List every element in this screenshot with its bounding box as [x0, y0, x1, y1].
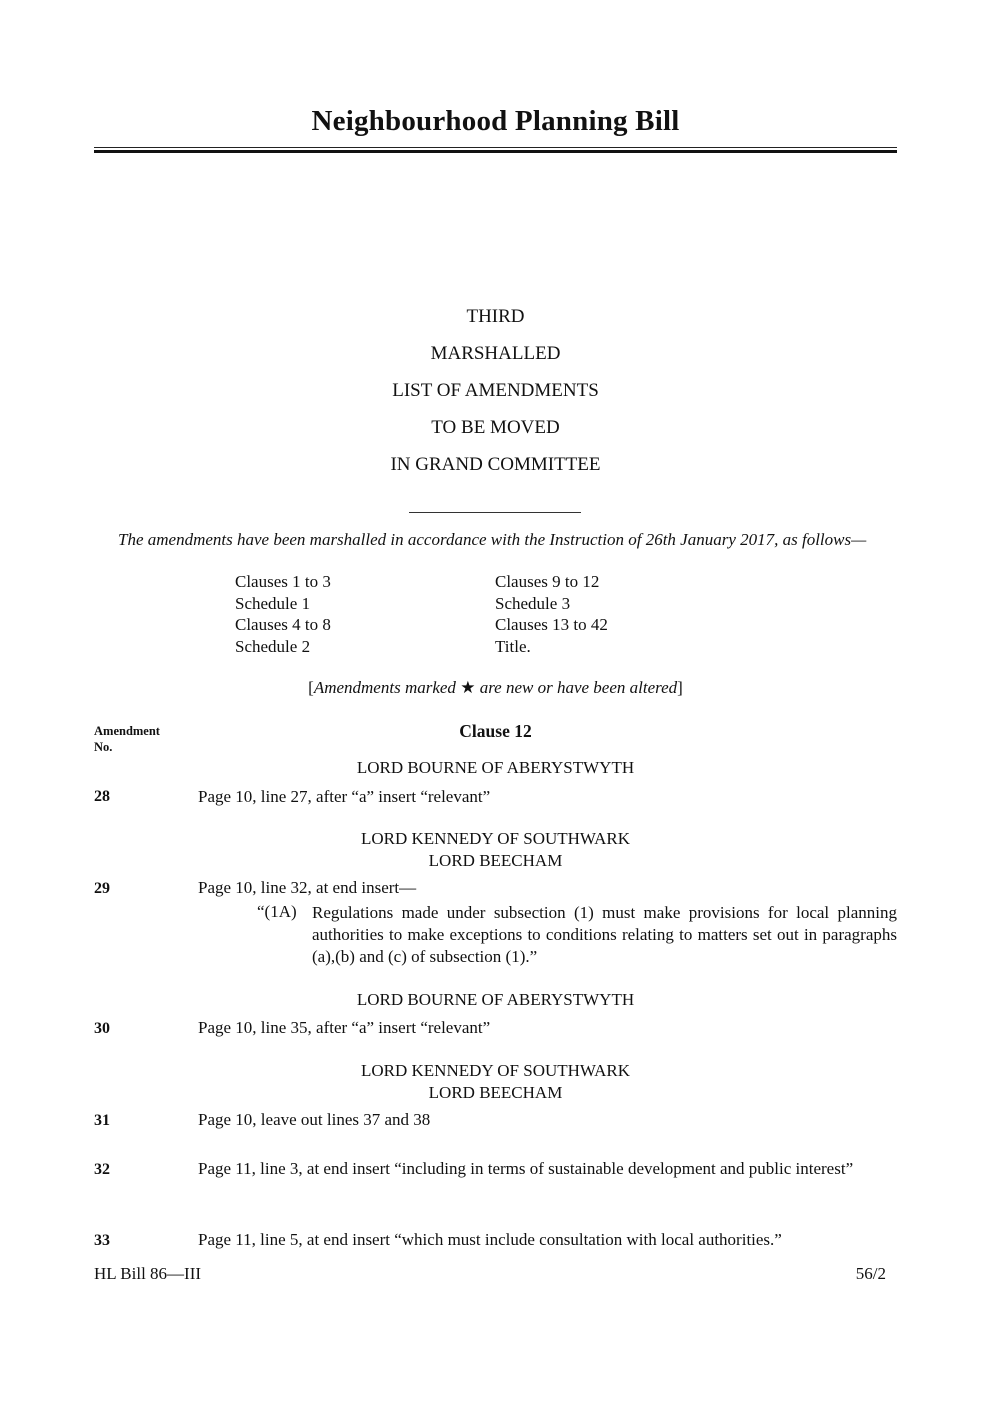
- sponsor-name: LORD BOURNE OF ABERYSTWYTH: [356, 758, 635, 777]
- heading-line: TO BE MOVED: [431, 417, 560, 438]
- order-column-right: [495, 571, 608, 657]
- amendment-number: 31: [94, 1112, 110, 1129]
- order-item: Clauses 1 to 3: [235, 572, 331, 591]
- amendment-text: Page 10, line 35, after “a” insert “relevant”: [198, 1018, 491, 1037]
- sponsor-group: [94, 989, 897, 1011]
- order-item: Schedule 3: [495, 593, 571, 613]
- bill-reference: HL Bill 86—III: [94, 1264, 202, 1283]
- amendment-text: Page 11, line 5, at end insert “which must include consultation with local authorities.”: [198, 1230, 782, 1249]
- sponsor-group: [94, 828, 897, 871]
- marshalling-intro: The amendments have been marshalled in accordance with the Instruction of 26th January 2017, as follows—: [118, 530, 867, 549]
- sponsor-name: LORD KENNEDY OF SOUTHWARK: [360, 829, 630, 848]
- amendment-number: 30: [94, 1020, 110, 1037]
- sponsor-name: LORD BOURNE OF ABERYSTWYTH: [356, 990, 635, 1009]
- amendment-text: Page 11, line 3, at end insert “including in terms of sustainable development and public interest”: [198, 1159, 854, 1178]
- amendment-number: 32: [94, 1161, 110, 1178]
- amendment-number: 28: [94, 788, 110, 805]
- title-rule-thin: [94, 147, 897, 148]
- heading-line: MARSHALLED: [430, 343, 561, 364]
- list-heading: [94, 305, 897, 490]
- page-reference: 56/2: [855, 1264, 886, 1283]
- order-item: Clauses 9 to 12: [495, 572, 600, 591]
- note-text-after: are new or have been altered: [475, 678, 678, 697]
- amendment-text: Page 10, line 32, at end insert—: [198, 878, 417, 897]
- amendment-number: 29: [94, 880, 110, 897]
- star-icon: ★: [460, 678, 476, 697]
- heading-line: LIST OF AMENDMENTS: [392, 380, 599, 401]
- order-item: Title.: [495, 636, 531, 656]
- bracket-open: [: [308, 678, 314, 697]
- insert-subsection-text: Regulations made under subsection (1) must make provisions for local planning authorities to make exceptions to conditions relating to matters set out in paragraphs (a),(b) and (c) of subsection (1).”: [312, 903, 897, 966]
- sponsor-name: LORD BEECHAM: [428, 850, 563, 870]
- order-item: Schedule 2: [235, 636, 311, 656]
- clause-title: Clause 12: [459, 721, 532, 741]
- section-divider: [409, 512, 581, 513]
- star-note: [94, 678, 897, 698]
- insert-subsection-label: “(1A): [257, 902, 297, 921]
- sponsor-name: LORD BEECHAM: [428, 1082, 563, 1102]
- heading-line: IN GRAND COMMITTEE: [390, 454, 601, 475]
- sponsor-group: [94, 757, 897, 779]
- order-item: Clauses 4 to 8: [235, 615, 331, 634]
- title-rule-thick: [94, 150, 897, 153]
- heading-line: THIRD: [466, 306, 525, 327]
- header-line: No.: [94, 740, 113, 754]
- amendment-number: 33: [94, 1232, 110, 1249]
- amendment-text: Page 10, leave out lines 37 and 38: [198, 1110, 431, 1129]
- sponsor-name: LORD KENNEDY OF SOUTHWARK: [360, 1061, 630, 1080]
- bracket-close: ]: [677, 678, 683, 697]
- amendment-text: Page 10, line 27, after “a” insert “relevant”: [198, 787, 491, 806]
- order-column-left: [235, 571, 331, 657]
- note-text-before: Amendments marked: [313, 678, 461, 697]
- sponsor-group: [94, 1060, 897, 1103]
- order-item: Schedule 1: [235, 593, 311, 613]
- header-line: Amendment: [94, 724, 160, 738]
- order-item: Clauses 13 to 42: [495, 615, 608, 634]
- bill-title: Neighbourhood Planning Bill: [311, 105, 680, 137]
